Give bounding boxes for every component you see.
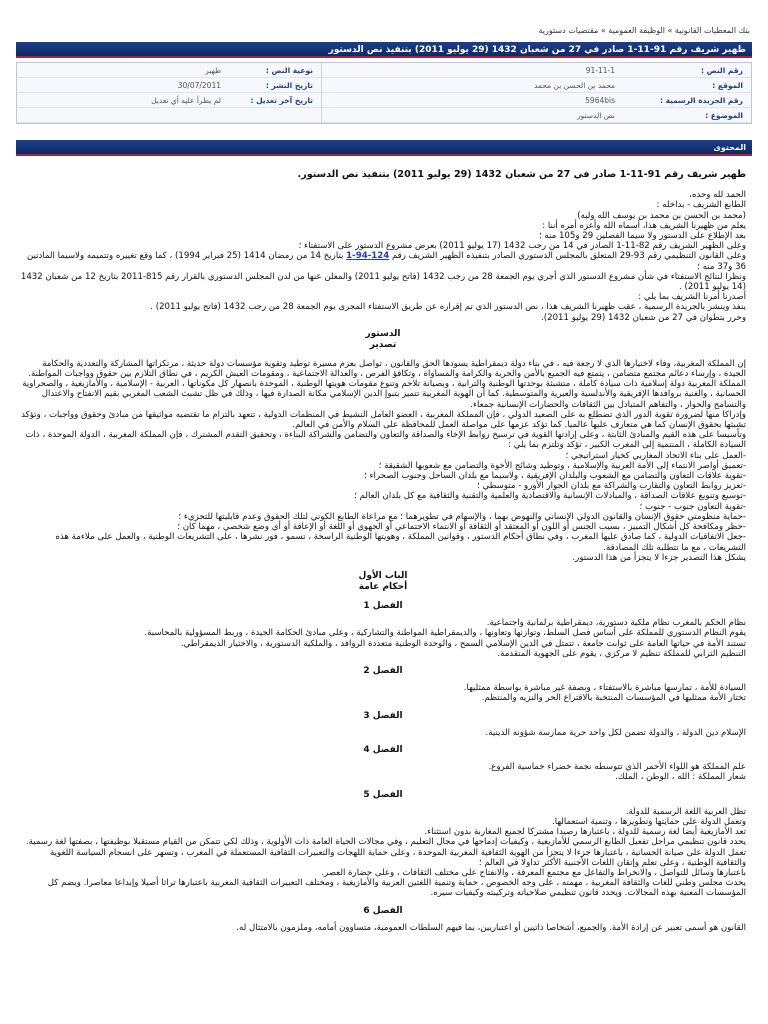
article-paragraph: تعمل الدولة على صيانة الحسانية ، باعتبارها جزءا لا يتجزأ من الهوية الثقافية المغربية الموحدة ، وعلى حماية اللهجات والتعبيرات الثقافية المستعملة في المغرب ، وتسهر على انسجام السياسة اللغوية والثقافية الوطنية ، وعلى تعلم وإتقان اللغات الأجنبية الأكثر تداولا في العالم ؛	[50, 847, 746, 868]
preamble-paragraph: المملكة المغربية دولة إسلامية ذات سيادة كاملة ، متشبثة بوحدتها الوطنية والترابية ، وبصيانة تلاحم وتنوع مقومات هويتها الوطنية ، الموحدة بانصهار كل مكوناتها ، العربية - الإسلامية ، والأمازيغية ، والصحراوية الحسانية ، والغنية بروافدها الإفريقية والأندلسية والعبرية والمتوسطية. كما أن الهوية المغربية تتميز بتبوإ الدين الإسلامي مكانة الصدارة فيها ، وذلك في ظل تشبث الشعب المغربي بقيم الانفتاح والاعتدال والتسامح والحوار ، والتفاهم المتبادل بين الثقافات والحضارات الإنسانية جمعاء.	[22, 379, 746, 410]
intro-line: أصدرنا أمرنا الشريف بما يلي :	[638, 292, 746, 303]
article-paragraph: يحدث مجلس وطني للغات والثقافة المغربية ، مهمته ، على وجه الخصوص ، حماية وتنمية اللغتين العربية والأمازيغية ، ومختلف التعبيرات الثقافية المغربية باعتبارها تراثا أصيلا وإبداعا معاصرا. ويضم كل المؤسسات المعنية بهذه المجالات. ويحدد قانون تنظيمي صلاحياته وتركيبته وكيفيات سيره.	[47, 878, 746, 899]
preamble-paragraph: -حظر ومكافحة كل أشكال التمييز ، بسبب الجنس أو اللون أو المعتقد أو الثقافة أو الانتماء الاجتماعي أو الجهوي أو اللغة أو الإعاقة أو أي وضع شخصي ، مهما كان ؛	[177, 522, 746, 533]
intro-line: يعلم من ظهيرنا الشريف هذا، أسماه الله وأعزه أمره أننا :	[542, 220, 746, 231]
article	[20, 666, 746, 704]
breadcrumb-item-legal-database[interactable]: بنك المعطيات القانونية	[675, 26, 750, 35]
articles	[20, 601, 746, 933]
article	[20, 906, 746, 933]
info-value: ظهير	[205, 65, 221, 75]
article-paragraph: تستند الأمة في حياتها العامة على ثوابت جامعة ، تتمثل في الدين الإسلامي السمح ، والوحدة الوطنية متعددة الروافد ، والملكية الدستورية ، والاختيار الديمقراطي.	[180, 638, 746, 649]
document-heading: ظهير شريف رقم 91-11-1 صادر في 27 من شعبان 1432 (29 يوليو 2011) بتنفيذ نص الدستور.	[297, 169, 746, 180]
article	[20, 790, 746, 899]
preamble-paragraph: يشكل هذا التصدير جزءا لا يتجزأ من هذا الدستور.	[572, 552, 746, 563]
breadcrumb-separator: »	[665, 26, 673, 35]
preamble-paragraph: -جعل الاتفاقيات الدولية ، كما صادق عليها المغرب ، وفي نطاق أحكام الدستور ، وقوانين المملكة ، وهويتها الوطنية الراسخة ، تسمو ، فور نشرها ، على التشريعات الوطنية ، والعمل على ملاءمة هذه التشريعات ، مع ما تتطلبه تلك المصادقة.	[55, 532, 746, 553]
intro-line: ينفذ وينشر بالجريدة الرسمية ، عقب ظهيرنا الشريف هذا ، نص الدستور الذي تم إقراره عن طريق الاستفتاء المجرى يوم الجمعة 28 من رجب 1432 (فاتح يوليو 2011) .	[150, 302, 746, 313]
decree-intro	[20, 190, 746, 251]
article-paragraph: يحدد قانون تنظيمي مراحل تفعيل الطابع الرسمي للأمازيغية ، وكيفيات إدماجها في مجال التعليم ، وفي مجالات الحياة العامة ذات الأولوية ، وذلك لكي تتمكن من القيام مستقبلا بوظيفتها ، بصفتها لغة رسمية.	[25, 837, 746, 848]
organic-law-paragraph	[20, 251, 746, 271]
constitution-title: الدستور	[365, 328, 401, 339]
info-row-signatory	[322, 78, 751, 93]
article-paragraph: القانون هو أسمى تعبير عن إرادة الأمة. والجميع، أشخاصا ذاتيين أو اعتباريين، بما فيهم السلطات العمومية، متساوون أمامه، وملزمون بالامتثال له.	[236, 922, 746, 933]
breadcrumb	[18, 26, 750, 38]
article-title: الفصل 2	[363, 665, 403, 676]
preamble-paragraph: -تعزيز روابط التعاون والتقارب والشراكة مع بلدان الجوار الأورو - متوسطي ؛	[476, 481, 746, 492]
article-title: الفصل 1	[363, 600, 403, 611]
preamble-title: تصدير	[369, 339, 397, 350]
article-title: الفصل 3	[363, 710, 403, 721]
info-row-text-type	[17, 63, 321, 78]
intro-line: ونظرا لنتائج الاستفتاء في شأن مشروع الدستور الذي أجري يوم الجمعة 28 من رجب 1432 (فاتح يوليو 2011) والمعلن عنها من لدن المجلس الدستوري بالقرار رقم 815-2011 بتاريخ 12 من شعبان 1432 (14 يوليو 2011) .	[20, 271, 746, 293]
article-paragraph: علم المملكة هو اللواء الأحمر الذي تتوسطه نجمة خضراء خماسية الفروع.	[488, 762, 746, 773]
organic-law-text: وعلى القانون التنظيمي رقم 93-29 المتعلق بالمجلس الدستوري الصادر بتنفيذه الظهير الشريف رقم	[389, 251, 746, 262]
article	[20, 711, 746, 738]
article-paragraph: وتعمل الدولة على حمايتها وتطويرها ، وتنمية استعمالها.	[551, 816, 746, 827]
article-title: الفصل 5	[363, 789, 403, 800]
info-row-text-number	[322, 63, 751, 78]
preamble-paragraph: إن المملكة المغربية، وفاء لاختيارها الذي لا رجعة فيه ، في بناء دولة ديمقراطية يسودها الحق والقانون ، تواصل بعزم مسيرة توطيد وتقوية مؤسسات دولة حديثة ، مرتكزاتها المشاركة والتعددية والحكامة الجيدة ، وإرساء دعائم مجتمع متضامن ، يتمتع فيه الجميع بالأمن والحرية والكرامة والمساواة ، وتكافؤ الفرص ، والعدالة الاجتماعية ، ومقومات العيش الكريم ، في نطاق التلازم بين حقوق وواجبات المواطنة.	[28, 358, 746, 380]
article-paragraph: تظل العربية اللغة الرسمية للدولة.	[625, 806, 746, 817]
info-row-publication-date	[17, 78, 321, 93]
breadcrumb-separator: »	[598, 26, 606, 35]
article-paragraph: يقوم النظام الدستوري للمملكة على أساس فصل السلط، وتوازنها وتعاونها ، والديمقراطية المواطنة والتشاركية ، وعلى مبادئ الحكامة الجيدة ، وربط المسؤولية بالمحاسبة.	[144, 628, 746, 639]
organic-law-link[interactable]: 124-94-1	[346, 251, 390, 262]
decree-intro-continued	[20, 272, 746, 323]
intro-line: وعلى الظهير الشريف رقم 82-11-1 الصادر في 14 من رجب 1432 (17 يوليو 2011) بعرض مشروع الدستور على الاستفتاء ؛	[298, 241, 746, 252]
info-label: رقم الجريدة الرسمية :	[659, 95, 743, 105]
info-label: نوعية النص :	[265, 65, 313, 75]
preamble-paragraph: وتأسيسا على هذه القيم والمبادئ الثابتة ، وعلى إرادتها القوية في ترسيخ روابط الإخاء والصداقة والتعاون والتضامن والشراكة البناءة ، وتحقيق التقدم المشترك ، فإن المملكة المغربية ، الدولة الموحدة ، ذات السيادة الكاملة ، المنتمية إلى المغرب الكبير ، تؤكد وتلتزم بما يلي :	[25, 430, 746, 451]
article-paragraph: باعتبارها وسائل للتواصل ، والانخراط والتفاعل مع مجتمع المعرفة ، والانفتاح على مختلف الثقافات ، وعلى حضارة العصر.	[321, 867, 746, 878]
info-row-empty	[17, 108, 321, 123]
info-value: محمد بن الحسن بن محمد	[533, 80, 615, 90]
preamble-paragraph: -العمل على بناء الاتحاد المغاربي كخيار استراتيجي ؛	[565, 450, 746, 461]
intro-line: بعد الإطلاع على الدستور ولا سيما الفصلين 29 و105 منه ؛	[538, 231, 746, 242]
info-label: تاريخ آخر تعديل :	[250, 95, 313, 105]
document-info-table	[16, 62, 752, 124]
article-title: الفصل 4	[363, 744, 403, 755]
article-paragraph: تعد الأمازيغية أيضا لغة رسمية للدولة ، باعتبارها رصيدا مشتركا لجميع المغاربة بدون استثناء.	[424, 827, 746, 838]
constitution-heading	[20, 329, 746, 351]
article-paragraph: تختار الأمة ممثليها في المؤسسات المنتخبة بالاقتراع الحر والنزيه والمنتظم.	[481, 693, 746, 704]
breadcrumb-item-public-service[interactable]: الوظيفة العمومية	[608, 26, 666, 35]
article-paragraph: التنظيم الترابي للمملكة تنظيم لا مركزي ، يقوم على الجهوية المتقدمة.	[497, 648, 746, 659]
article-title: الفصل 6	[363, 905, 403, 916]
article-paragraph: شعار المملكة : الله ، الوطن ، الملك.	[615, 772, 746, 783]
intro-line: الحمد لله وحده،	[689, 190, 746, 201]
preamble	[20, 359, 746, 563]
content-section-header: المحتوى	[16, 140, 752, 156]
info-value: نص الدستور	[576, 110, 615, 120]
chapter-subtitle: أحكام عامة	[358, 581, 408, 592]
info-label: الموقع :	[712, 80, 743, 90]
article-paragraph: السيادة للأمة ، تمارسها مباشرة بالاستفتاء ، وبصفة غير مباشرة بواسطة ممثليها.	[463, 683, 746, 694]
info-column-left	[17, 63, 322, 123]
article	[20, 745, 746, 783]
chapter-title: الباب الأول	[358, 570, 408, 581]
info-label: رقم النص :	[700, 65, 743, 75]
info-value: 91-11-1	[585, 65, 615, 75]
preamble-paragraph: -حماية منظومتي حقوق الإنسان والقانون الدولي الإنساني والنهوض بهما ، والإسهام في تطويرهما ؛ مع مراعاة الطابع الكوني لتلك الحقوق وعدم قابليتها للتجزيء ؛	[178, 511, 746, 522]
preamble-paragraph: -تقوية علاقات التعاون والتضامن مع الشعوب والبلدان الإفريقية ، ولاسيما مع بلدان الساحل وجنوب الصحراء ؛	[364, 471, 746, 482]
info-row-gazette-number	[322, 93, 751, 108]
info-row-subject	[322, 108, 751, 123]
organic-law-text-end: بتاريخ 14 من رمضان 1414 (25 فبراير 1994) ، كما وقع تغييره وتتميمه ولاسيما المادتين 36 و37 منه ؛	[26, 251, 746, 272]
intro-line: وحرر بتطوان في 27 من شعبان 1432 (29 يوليو 2011).	[541, 312, 746, 323]
info-value: 30/07/2011	[177, 80, 221, 90]
info-value: لم يطرأ عليه أي تعديل	[151, 95, 221, 105]
preamble-paragraph: -تقوية التعاون جنوب - جنوب ؛	[639, 501, 746, 512]
article	[20, 601, 746, 659]
info-label: الموضوع :	[705, 110, 743, 120]
intro-line: الطابع الشريف - بداخله :	[656, 200, 746, 211]
breadcrumb-item-constitutional[interactable]: مقتضيات دستورية	[538, 26, 599, 35]
preamble-paragraph: وإدراكا منها لضرورة تقوية الدور الذي تضطلع به على الصعيد الدولي ، فإن المملكة المغربية ، العضو العامل النشيط في المنظمات الدولية ، تتعهد بالتزام ما تقتضيه مواثيقها من مبادئ وحقوق وواجبات ، وتؤكد تشبثها بحقوق الإنسان كما هي متعارف عليها عالميا. كما تؤكد عزمها على مواصلة العمل للمحافظة على السلام والأمن في العالم.	[21, 409, 746, 431]
article-paragraph: الإسلام دين الدولة ، والدولة تضمن لكل واحد حرية ممارسة شؤونه الدينية.	[485, 727, 746, 738]
intro-line: (محمد بن الحسن بن محمد بن يوسف الله وليه)	[577, 210, 746, 221]
chapter-heading	[20, 571, 746, 593]
info-label: تاريخ النشر :	[265, 80, 313, 90]
preamble-paragraph: -توسيع وتنويع علاقات الصداقة ، والمبادلات الإنسانية والاقتصادية والعلمية والتقنية والثقافية مع كل بلدان العالم ؛	[354, 491, 746, 502]
preamble-paragraph: -تعميق أواصر الانتماء إلى الأمة العربية والإسلامية ، وتوطيد وشائج الأخوة والتضامن مع شعوبها الشقيقة ؛	[378, 460, 746, 471]
info-column-right	[322, 63, 751, 123]
article-paragraph: نظام الحكم بالمغرب نظام ملكية دستورية، ديمقراطية برلمانية واجتماعية.	[486, 618, 746, 629]
info-row-last-modified	[17, 93, 321, 108]
document-body	[20, 164, 746, 1024]
info-value: 5964bis	[585, 95, 615, 105]
document-title-bar: ظهير شريف رقم 91-11-1 صادر في 27 من شعبان 1432 (29 يوليو 2011) بتنفيذ نص الدستور	[16, 42, 752, 58]
